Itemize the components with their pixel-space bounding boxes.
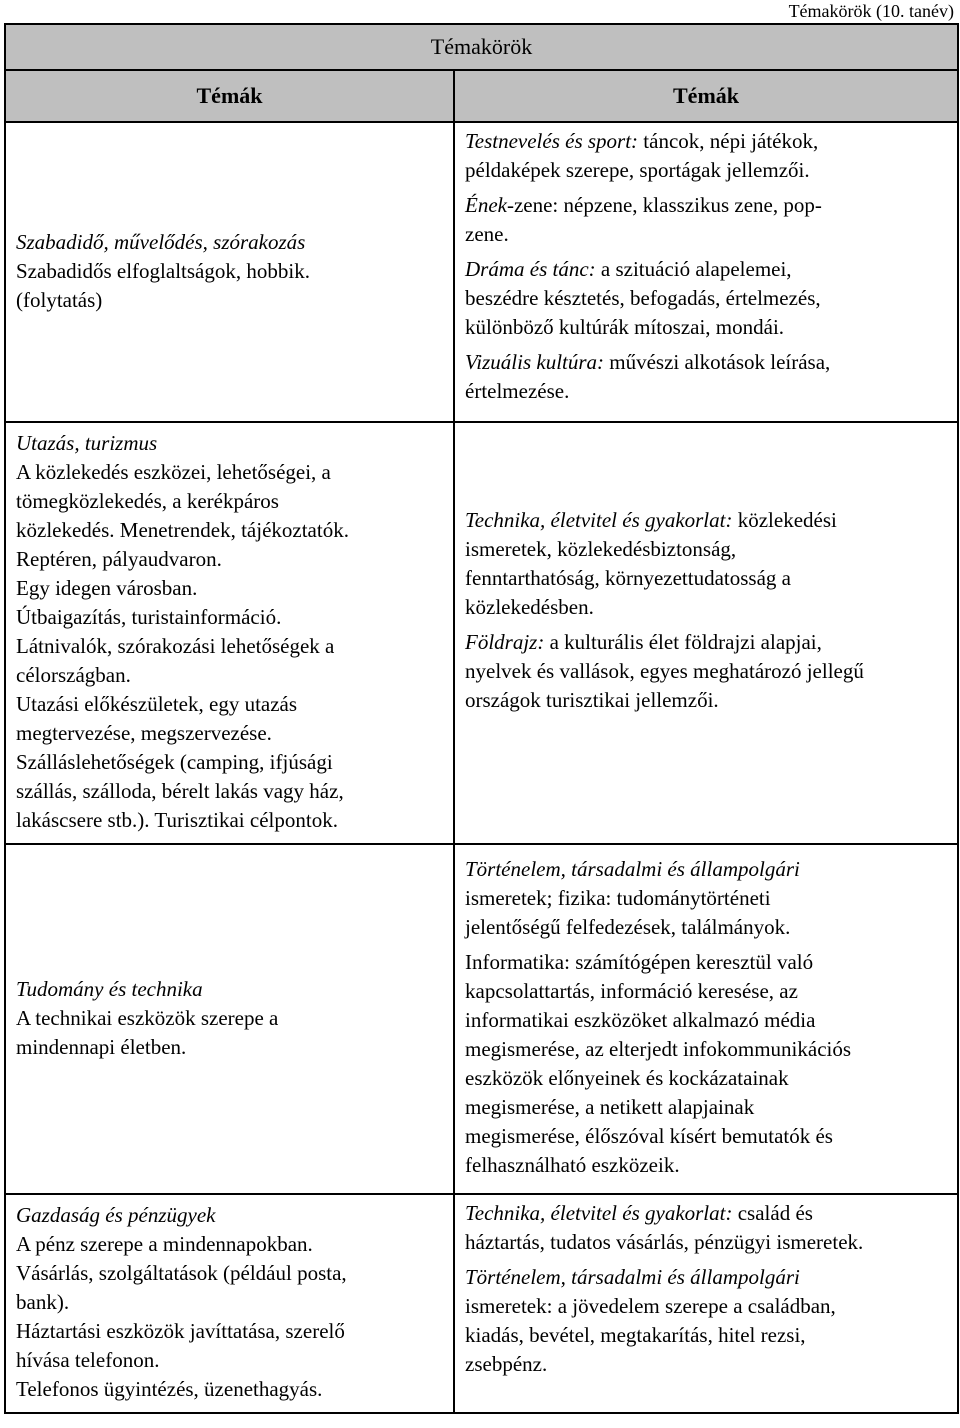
topics-table bbox=[4, 23, 959, 1414]
topic-line: A technikai eszközök szerepe a bbox=[16, 1005, 279, 1030]
topic-line: Reptéren, pályaudvaron. bbox=[16, 547, 222, 571]
subject-cell bbox=[454, 1194, 958, 1413]
subject-name: Történelem, társadalmi és állampolgári bbox=[465, 856, 800, 881]
subject-paragraph bbox=[465, 948, 949, 1180]
topic-line: hívása telefonon. bbox=[16, 1348, 160, 1372]
subject-text: a szituáció alapelemei, bbox=[595, 257, 792, 281]
subject-line bbox=[465, 884, 949, 913]
topic-line: Utazási előkészületek, egy utazás bbox=[16, 692, 298, 716]
subject-line bbox=[465, 1350, 949, 1379]
subject-line bbox=[465, 220, 949, 249]
subject-text: megismerése, a netikett alapjainak bbox=[465, 1094, 755, 1119]
topic-line: megtervezése, megszervezése. bbox=[16, 721, 272, 745]
subject-line bbox=[465, 348, 949, 377]
subject-name: Technika, életvitel és gyakorlat: bbox=[465, 1201, 733, 1225]
subject-text: Informatika: számítógépen keresztül való bbox=[465, 949, 814, 974]
subject-line bbox=[465, 1263, 949, 1292]
subject-line bbox=[465, 686, 949, 715]
subject-line bbox=[465, 1064, 949, 1093]
subject-line bbox=[465, 1151, 949, 1180]
subject-line bbox=[465, 1093, 949, 1122]
subject-text: család és bbox=[732, 1201, 813, 1225]
table-banner: Témakörök bbox=[5, 24, 958, 70]
topic-line: Útbaigazítás, turistainformáció. bbox=[16, 605, 282, 629]
subject-paragraph bbox=[465, 255, 949, 342]
subject-text: különböző kultúrák mítoszai, mondái. bbox=[465, 315, 785, 339]
subject-line bbox=[465, 593, 949, 622]
subject-line bbox=[465, 628, 949, 657]
topic-line: A közlekedés eszközei, lehetőségei, a bbox=[16, 460, 331, 484]
subject-line bbox=[465, 255, 949, 284]
subject-paragraph bbox=[465, 1199, 949, 1257]
topic-line: Telefonos ügyintézés, üzenethagyás. bbox=[16, 1377, 323, 1401]
subject-text: ismeretek; fizika: tudománytörténeti bbox=[465, 885, 771, 910]
subject-line bbox=[465, 1199, 949, 1228]
subject-text: jelentőségű felfedezések, találmányok. bbox=[465, 914, 791, 939]
topic-line: A pénz szerepe a mindennapokban. bbox=[16, 1232, 313, 1256]
subject-text: táncok, népi játékok, bbox=[638, 129, 819, 153]
topic-line: bank). bbox=[16, 1290, 70, 1314]
subject-line bbox=[465, 977, 949, 1006]
topic-title: Gazdaság és pénzügyek bbox=[16, 1203, 216, 1227]
subject-text: háztartás, tudatos vásárlás, pénzügyi ismeretek. bbox=[465, 1230, 864, 1254]
table-row bbox=[5, 844, 958, 1194]
subject-line bbox=[465, 657, 949, 686]
subject-text: példaképek szerepe, sportágak jellemzői. bbox=[465, 158, 810, 182]
subject-text: ismeretek: a jövedelem szerepe a családban, bbox=[465, 1294, 836, 1318]
subject-text: zene: népzene, klasszikus zene, pop- bbox=[513, 193, 822, 217]
subject-line bbox=[465, 564, 949, 593]
subject-name: Dráma és tánc: bbox=[465, 257, 596, 281]
subject-text: felhasználható eszközeik. bbox=[465, 1152, 680, 1177]
topic-line: Látnivalók, szórakozási lehetőségek a bbox=[16, 634, 335, 658]
topic-line: közlekedés. Menetrendek, tájékoztatók. bbox=[16, 518, 349, 542]
subject-name: Történelem, társadalmi és állampolgári bbox=[465, 1265, 800, 1289]
topic-line: Szabadidős elfoglaltságok, hobbik. bbox=[16, 258, 310, 283]
subject-line bbox=[465, 948, 949, 977]
subject-line bbox=[465, 127, 949, 156]
subject-line bbox=[465, 313, 949, 342]
topic-line: Háztartási eszközök javíttatása, szerelő bbox=[16, 1319, 345, 1343]
subject-line bbox=[465, 191, 949, 220]
topic-line: célországban. bbox=[16, 663, 131, 687]
subject-cell bbox=[454, 122, 958, 422]
topic-title: Utazás, turizmus bbox=[16, 431, 158, 455]
topic-line: tömegközlekedés, a kerékpáros bbox=[16, 489, 279, 513]
subject-line bbox=[465, 1321, 949, 1350]
subject-paragraph bbox=[465, 1263, 949, 1379]
topic-line: szállás, szálloda, bérelt lakás vagy ház, bbox=[16, 779, 344, 803]
subject-text: országok turisztikai jellemzői. bbox=[465, 687, 719, 712]
subject-line bbox=[465, 284, 949, 313]
subject-text: eszközök előnyeinek és kockázatainak bbox=[465, 1065, 789, 1090]
subject-line bbox=[465, 855, 949, 884]
subject-name: Testnevelés és sport: bbox=[465, 129, 639, 153]
subject-text: fenntarthatóság, környezettudatosság a bbox=[465, 565, 791, 590]
page-header: Témakörök (10. tanév) bbox=[788, 1, 954, 21]
topic-cell bbox=[5, 122, 454, 422]
subject-text: beszédre késztetés, befogadás, értelmezés, bbox=[465, 286, 821, 310]
subject-line bbox=[465, 535, 949, 564]
subject-text: ismeretek, közlekedésbiztonság, bbox=[465, 536, 737, 561]
topic-title: Tudomány és technika bbox=[16, 976, 203, 1001]
col-header-left: Témák bbox=[5, 70, 454, 122]
topic-line: (folytatás) bbox=[16, 287, 103, 312]
subject-paragraph bbox=[465, 127, 949, 185]
subject-line bbox=[465, 156, 949, 185]
subject-name: Ének- bbox=[465, 193, 514, 217]
subject-name: Vizuális kultúra: bbox=[465, 350, 605, 374]
subject-text: művészi alkotások leírása, bbox=[604, 350, 831, 374]
subject-line bbox=[465, 1292, 949, 1321]
topic-line: mindennapi életben. bbox=[16, 1034, 187, 1059]
topic-line: lakáscsere stb.). Turisztikai célpontok. bbox=[16, 808, 338, 832]
subject-paragraph bbox=[465, 348, 949, 406]
subject-text: értelmezése. bbox=[465, 379, 570, 403]
subject-line bbox=[465, 1122, 949, 1151]
subject-line bbox=[465, 506, 949, 535]
table-row bbox=[5, 422, 958, 844]
subject-text: kapcsolattartás, információ keresése, az bbox=[465, 978, 798, 1003]
subject-name: Technika, életvitel és gyakorlat: bbox=[465, 507, 733, 532]
subject-text: megismerése, élőszóval kísért bemutatók és bbox=[465, 1123, 833, 1148]
subject-name: Földrajz: bbox=[465, 629, 545, 654]
subject-cell bbox=[454, 844, 958, 1194]
table-row bbox=[5, 122, 958, 422]
topic-line: Szálláslehetőségek (camping, ifjúsági bbox=[16, 750, 333, 774]
subject-paragraph bbox=[465, 855, 949, 942]
subject-cell bbox=[454, 422, 958, 844]
subject-text: informatikai eszközöket alkalmazó média bbox=[465, 1007, 816, 1032]
topic-line: Vásárlás, szolgáltatások (például posta, bbox=[16, 1261, 347, 1285]
topic-cell bbox=[5, 844, 454, 1194]
subject-text: zsebpénz. bbox=[465, 1352, 548, 1376]
subject-text: a kulturális élet földrajzi alapjai, bbox=[544, 629, 822, 654]
subject-line bbox=[465, 377, 949, 406]
topic-line: Egy idegen városban. bbox=[16, 576, 198, 600]
topic-cell bbox=[5, 1194, 454, 1413]
subject-text: közlekedésben. bbox=[465, 594, 594, 619]
subject-line bbox=[465, 1228, 949, 1257]
subject-paragraph bbox=[465, 191, 949, 249]
col-header-right: Témák bbox=[454, 70, 958, 122]
subject-text: megismerése, az elterjedt infokommunikációs bbox=[465, 1036, 852, 1061]
topic-title: Szabadidő, művelődés, szórakozás bbox=[16, 229, 306, 254]
subject-paragraph bbox=[465, 506, 949, 622]
topic-cell bbox=[5, 422, 454, 844]
subject-line bbox=[465, 913, 949, 942]
subject-text: zene. bbox=[465, 222, 509, 246]
subject-text: nyelvek és vallások, egyes meghatározó jellegű bbox=[465, 658, 864, 683]
table-row bbox=[5, 1194, 958, 1413]
subject-line bbox=[465, 1035, 949, 1064]
subject-line bbox=[465, 1006, 949, 1035]
subject-paragraph bbox=[465, 628, 949, 715]
subject-text: kiadás, bevétel, megtakarítás, hitel rezsi, bbox=[465, 1323, 806, 1347]
subject-text: közlekedési bbox=[732, 507, 837, 532]
